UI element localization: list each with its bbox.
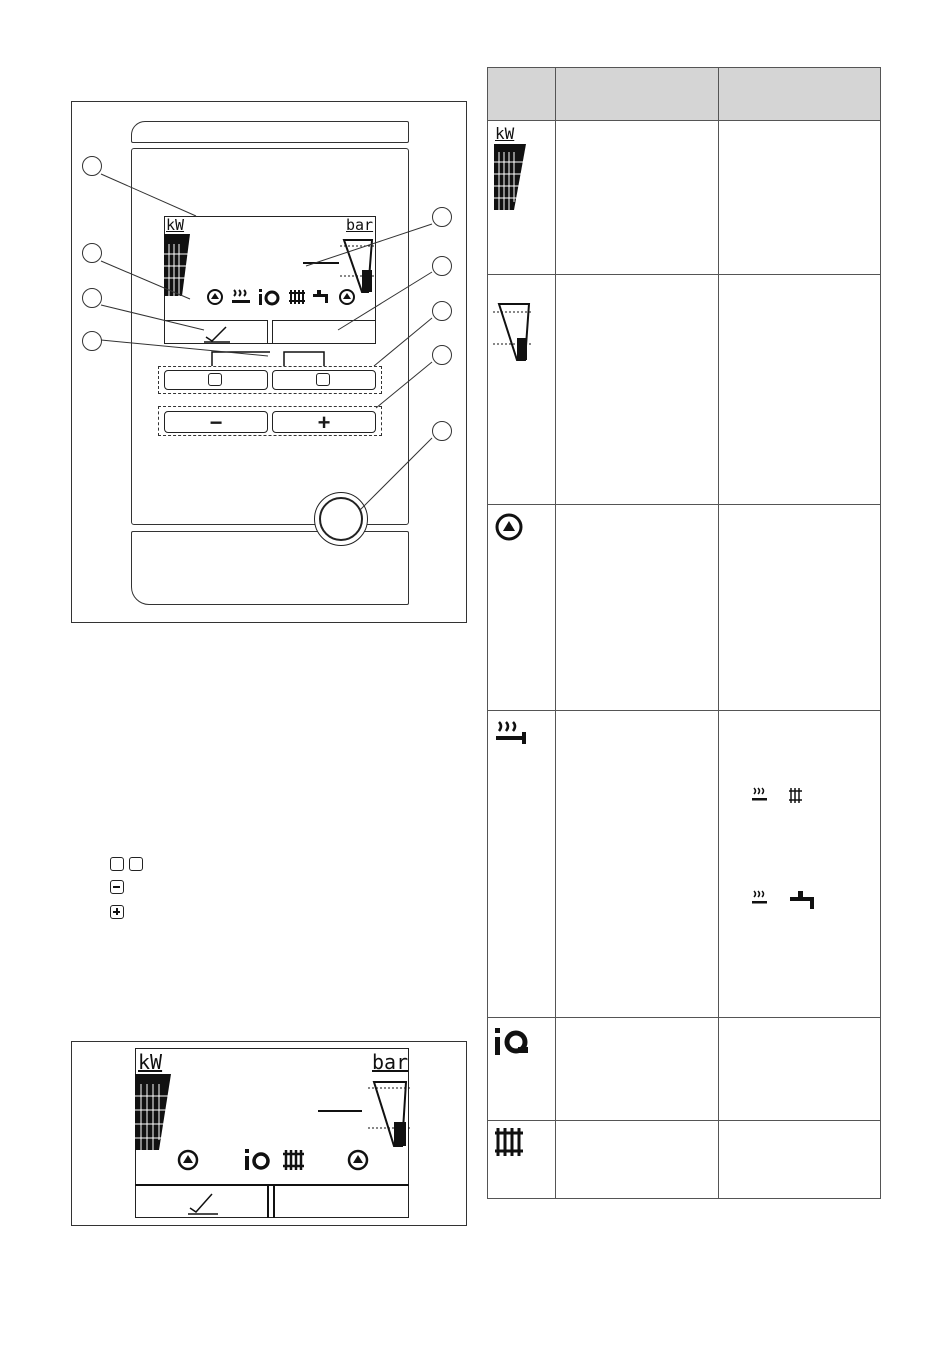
heating-icon bbox=[750, 890, 770, 908]
heating-icon bbox=[750, 787, 770, 805]
table-row-divider bbox=[487, 274, 881, 275]
callout-2 bbox=[82, 243, 102, 263]
kw-label: kW bbox=[138, 1050, 163, 1074]
symbol-table bbox=[487, 67, 881, 1199]
callout-1 bbox=[82, 156, 102, 176]
callout-9 bbox=[432, 421, 452, 441]
table-column-divider bbox=[718, 67, 719, 1199]
table-column-divider bbox=[555, 67, 556, 1199]
pressure-gauge-icon bbox=[368, 1076, 410, 1150]
edit-checkmark-icon bbox=[188, 1188, 218, 1216]
flame-warning-icon bbox=[346, 1148, 370, 1172]
value-dash bbox=[318, 1110, 362, 1112]
table-row-divider bbox=[487, 504, 881, 505]
bar-label: bar bbox=[346, 216, 374, 234]
iq-icon bbox=[244, 1148, 272, 1172]
heating-icon bbox=[494, 720, 528, 746]
table-row-divider bbox=[487, 710, 881, 711]
radiator-icon bbox=[788, 787, 804, 805]
radiator-icon bbox=[282, 1148, 304, 1172]
callout-6 bbox=[432, 256, 452, 276]
power-bar-icon bbox=[135, 1074, 175, 1150]
bar-label: bar bbox=[372, 1050, 409, 1074]
flame-warning-icon bbox=[494, 512, 524, 542]
table-row-divider bbox=[487, 1017, 881, 1018]
status-icon-row bbox=[176, 1148, 376, 1172]
kw-label: kW bbox=[166, 216, 185, 234]
tap-icon bbox=[788, 889, 820, 911]
iq-icon bbox=[494, 1027, 534, 1057]
display-softkey-split bbox=[267, 1184, 275, 1218]
callout-8 bbox=[432, 345, 452, 365]
softkey-icon bbox=[110, 857, 124, 871]
table-row-divider bbox=[487, 120, 881, 121]
minus-button[interactable]: − bbox=[164, 411, 268, 433]
plus-key-icon bbox=[110, 905, 124, 919]
kw-label: kW bbox=[495, 124, 515, 143]
radiator-icon bbox=[494, 1126, 524, 1158]
callout-4 bbox=[82, 331, 102, 351]
pressure-gauge-icon bbox=[493, 300, 533, 364]
callout-7 bbox=[432, 301, 452, 321]
table-header bbox=[488, 68, 880, 120]
table-row-divider bbox=[487, 1120, 881, 1121]
flame-warning-icon bbox=[176, 1148, 200, 1172]
power-bar-icon bbox=[494, 144, 528, 210]
callout-leaders bbox=[0, 0, 470, 560]
plus-button[interactable]: + bbox=[272, 411, 376, 433]
minus-key-icon bbox=[110, 880, 124, 894]
callout-3 bbox=[82, 288, 102, 308]
callout-5 bbox=[432, 207, 452, 227]
softkey-icon bbox=[129, 857, 143, 871]
